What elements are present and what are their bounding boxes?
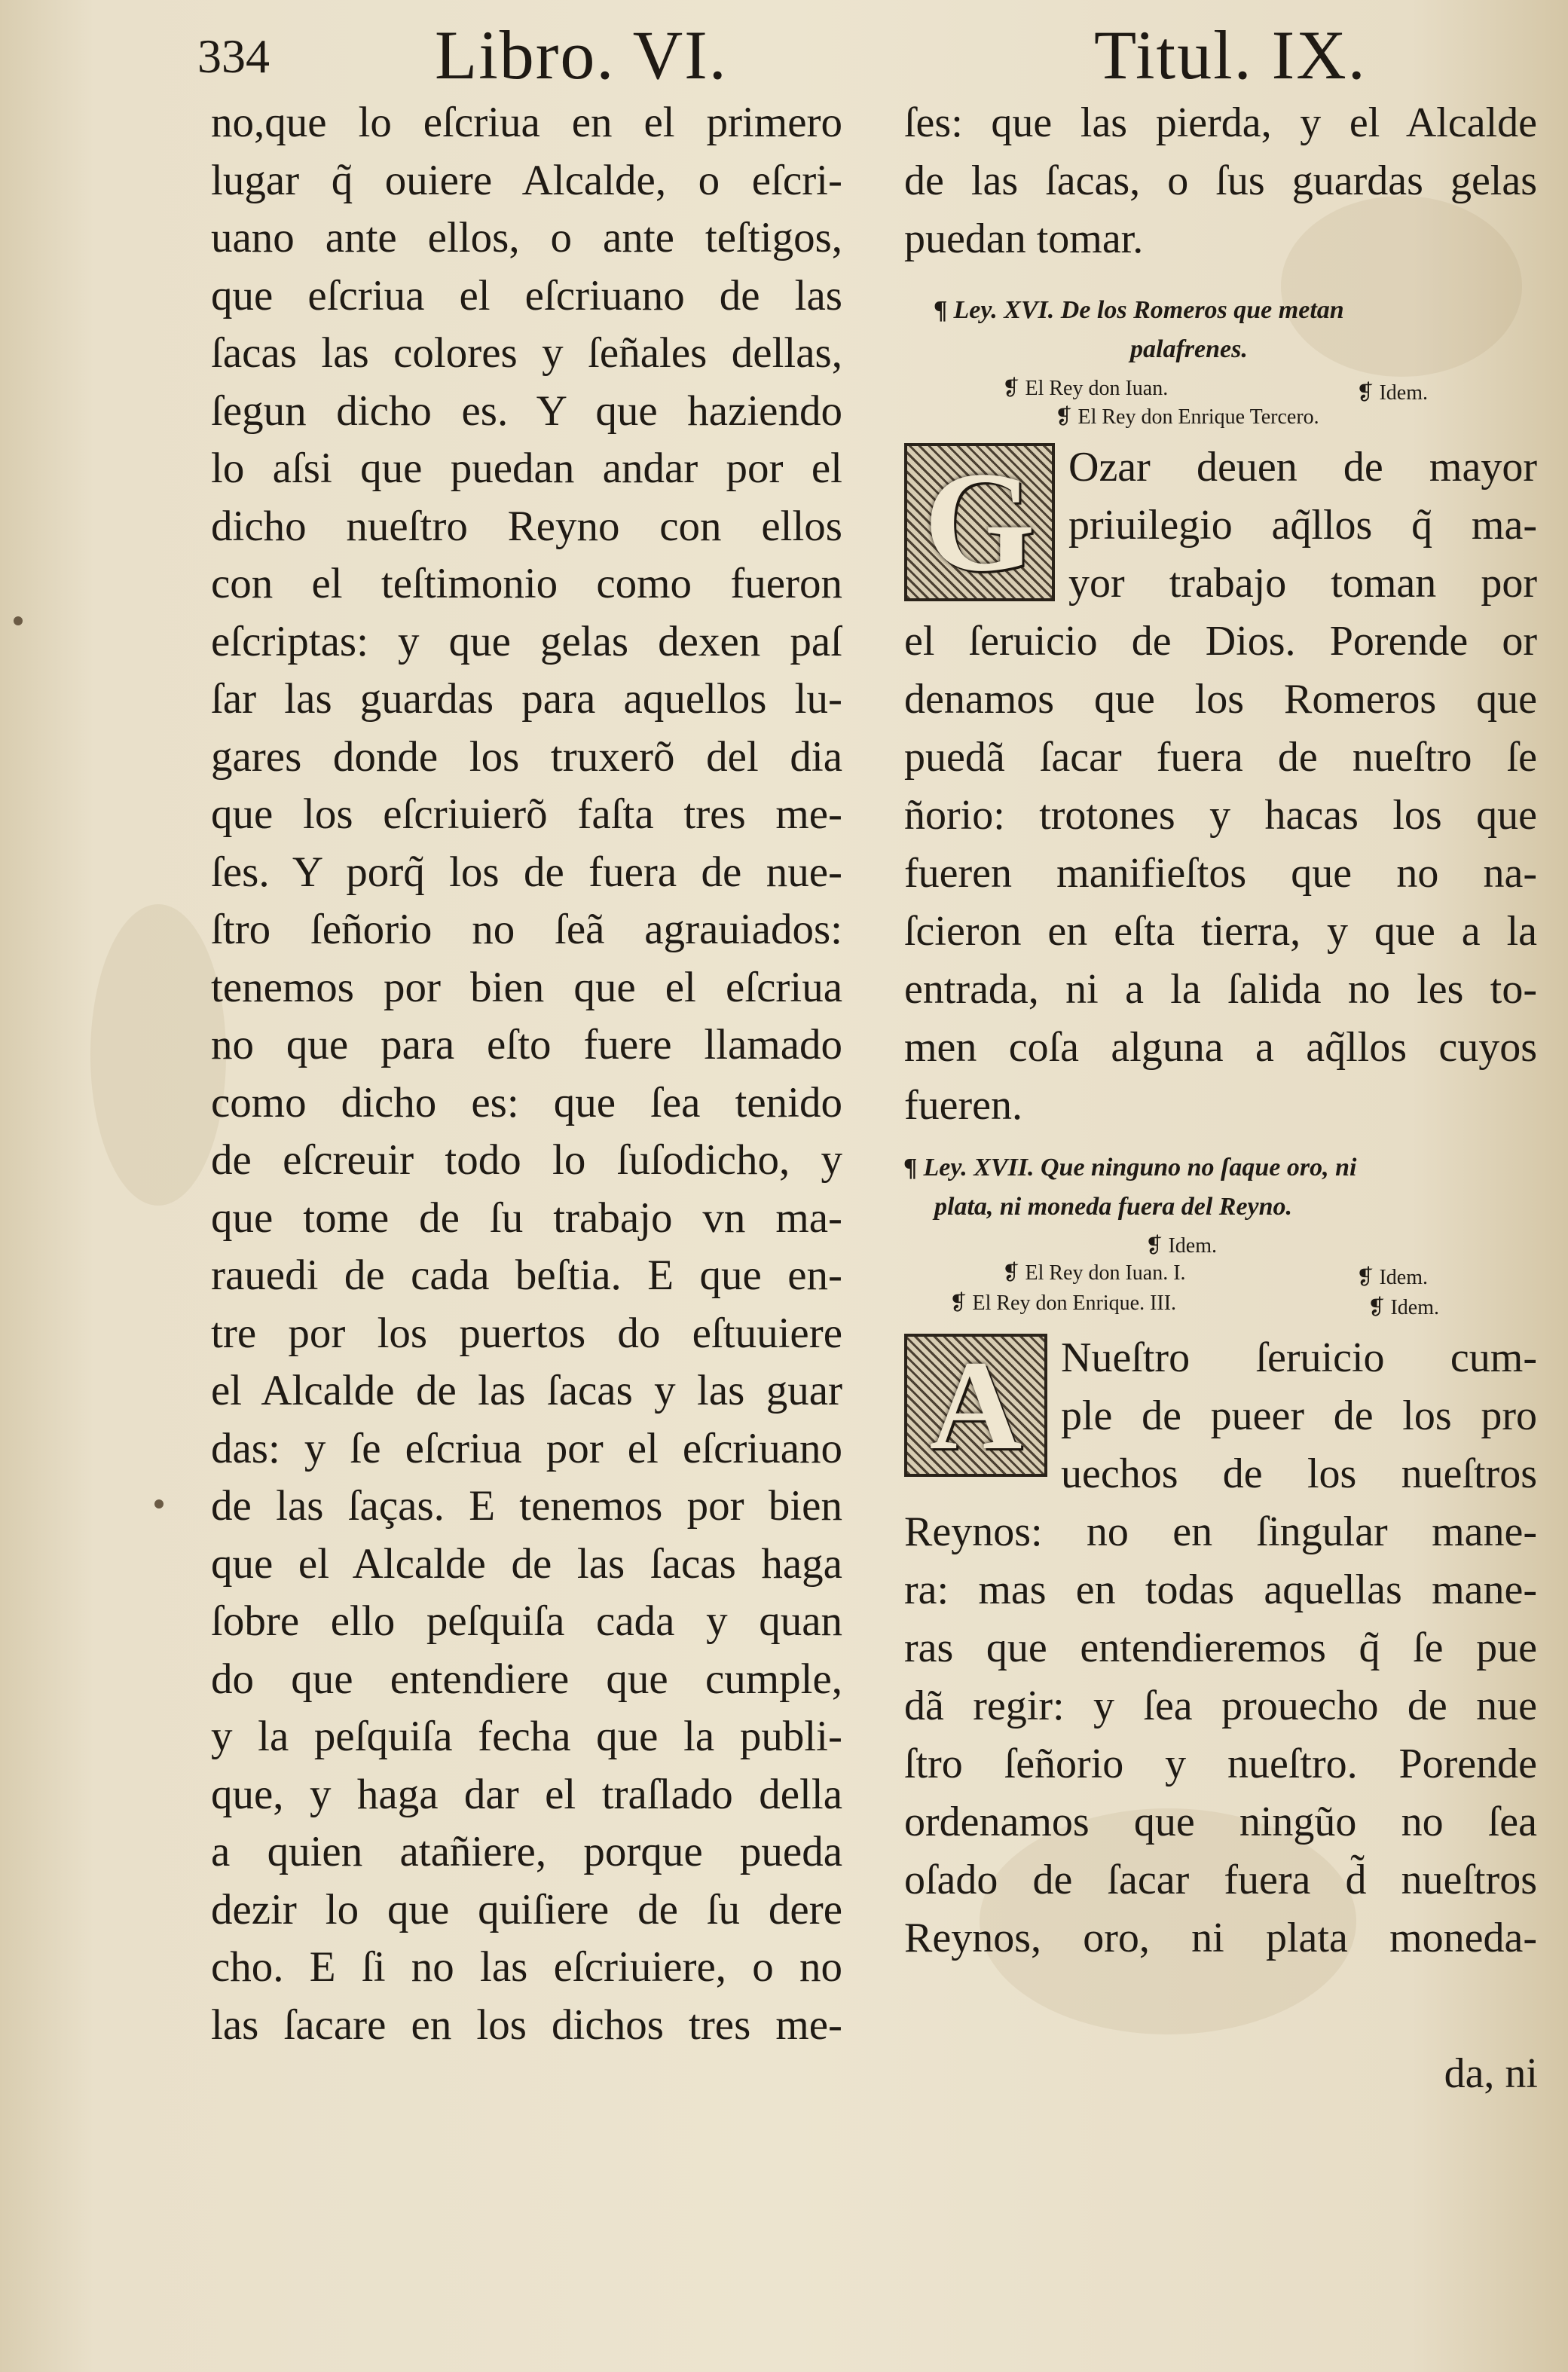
- law-heading-cont: palafrenes.: [1130, 335, 1248, 363]
- text-line: el ſeruicio de Dios. Porende or: [904, 618, 1537, 665]
- text-line: do que entendiere que cumple,: [211, 1655, 842, 1703]
- text-line: das: y ſe eſcriua por el eſcriuano: [211, 1424, 842, 1472]
- text-line: ñorio: trotones y hacas los que: [904, 792, 1537, 839]
- text-line: y la peſquiſa fecha que la publi-: [211, 1713, 842, 1760]
- text-line: eſcriptas: y que gelas dexen paſ: [211, 617, 842, 665]
- source-ref: ❡ El Rey don Enrique. III.: [949, 1291, 1177, 1315]
- text-line: tenemos por bien que el eſcriua: [211, 963, 842, 1011]
- drop-cap-letter: G: [924, 443, 1035, 601]
- text-line: el Alcalde de las ſacas y las guar: [211, 1367, 842, 1414]
- text-line: Reynos: no en ſingular mane-: [904, 1508, 1537, 1555]
- right-column: [904, 94, 1537, 1967]
- text-line: dã regir: y ſea prouecho de nue: [904, 1683, 1537, 1729]
- text-line: ſtro ſeñorio no ſeã agrauiados:: [211, 906, 842, 953]
- text-line: ſar las guardas para aquellos lu-: [211, 675, 842, 723]
- ink-speck: [154, 1499, 164, 1508]
- text-line: que eſcriua el eſcriuano de las: [211, 271, 842, 319]
- text-line: oſado de ſacar fuera d̃ nueſtros: [904, 1857, 1537, 1903]
- text-line: ſacas las colores y ſeñales dellas,: [211, 329, 842, 377]
- source-ref: ❡ Idem.: [1356, 1266, 1428, 1289]
- law-sources: [904, 369, 1537, 434]
- text-line: que los eſcriuierõ faſta tres me-: [211, 790, 842, 838]
- catchword: da, ni: [1444, 2050, 1538, 2097]
- text-line: lo aſsi que puedan andar por el: [211, 445, 842, 492]
- text-line: yor trabajo toman por: [1068, 560, 1537, 607]
- law-sources: [904, 1227, 1537, 1329]
- law-16: [904, 291, 1537, 1135]
- text-line: rauedi de cada beſtia. E que en-: [211, 1252, 842, 1299]
- text-line: ra: mas en todas aquellas mane-: [904, 1567, 1537, 1613]
- text-line: fueren manifieſtos que no na-: [904, 850, 1537, 897]
- text-line: Reynos, oro, ni plata moneda-: [904, 1915, 1537, 1961]
- text-line: ſegun dicho es. Y que haziendo: [211, 387, 842, 435]
- law-text: [904, 1329, 1537, 1503]
- text-line: priuilegio aq̃llos q̃ ma-: [1068, 502, 1537, 549]
- text-line: como dicho es: que ſea tenido: [211, 1078, 842, 1126]
- paper-stain: [90, 904, 226, 1206]
- text-line: puedan tomar.: [904, 215, 1144, 262]
- book-title: Libro. VI.: [435, 17, 728, 93]
- text-line: ſes. Y porq̃ los de fuera de nue-: [211, 848, 842, 896]
- drop-cap-g: [904, 443, 1055, 601]
- law-heading: ¶ Ley. XVII. Que ninguno no ſaque oro, ni: [904, 1154, 1357, 1181]
- source-ref: ❡ El Rey don Enrique Tercero.: [1055, 405, 1319, 429]
- text-line: uano ante ellos, o ante teſtigos,: [211, 214, 842, 261]
- text-line: Ozar deuen de mayor: [1068, 444, 1537, 491]
- running-header: [197, 14, 1433, 96]
- text-line: ſobre ello peſquiſa cada y quan: [211, 1597, 842, 1645]
- text-line: lugar q̃ ouiere Alcalde, o eſcri-: [211, 156, 842, 204]
- text-line: entrada, ni a la ſalida no les to-: [904, 966, 1537, 1013]
- left-column: [211, 94, 842, 2054]
- text-line: ſtro ſeñorio y nueſtro. Porende: [904, 1741, 1537, 1787]
- text-line: puedã ſacar fuera de nueſtro ſe: [904, 734, 1537, 781]
- text-line: gares donde los truxerõ del dia: [211, 732, 842, 781]
- text-line: que, y haga dar el traſlado della: [211, 1770, 842, 1818]
- text-line: ſes: que las pierda, y el Alcalde: [904, 99, 1537, 146]
- law-text: [904, 439, 1537, 613]
- text-line: denamos que los Romeros que: [904, 676, 1537, 723]
- text-line: Nueſtro ſeruicio cum-: [1061, 1334, 1537, 1381]
- drop-cap-a: [904, 1334, 1047, 1477]
- text-line: las ſacare en los dichos tres me-: [211, 2001, 842, 2049]
- text-line: que el Alcalde de las ſacas haga: [211, 1539, 842, 1588]
- text-line: tre por los puertos do eſtuuiere: [211, 1309, 842, 1357]
- folio-number: 334: [197, 29, 270, 83]
- source-ref: ❡ El Rey don Iuan. I.: [1002, 1261, 1186, 1285]
- text-line: dezir lo que quiſiere de ſu dere: [211, 1885, 842, 1933]
- text-line: ras que entendieremos q̃ ſe pue: [904, 1625, 1537, 1671]
- text-line: no que para eſto fuere llamado: [211, 1021, 842, 1068]
- source-ref: ❡ Idem.: [1145, 1234, 1217, 1258]
- source-ref: ❡ Idem.: [1356, 381, 1428, 405]
- text-line: uechos de los nueſtros: [1061, 1450, 1537, 1497]
- ink-speck: [14, 616, 23, 625]
- text-line: de las ſaças. E tenemos por bien: [211, 1482, 842, 1530]
- title-number: Titul. IX.: [1094, 17, 1367, 93]
- source-ref: ❡ El Rey don Iuan.: [1002, 377, 1169, 400]
- text-line: de eſcreuir todo lo ſuſodicho, y: [211, 1136, 842, 1184]
- text-line: no,que lo eſcriua en el primero: [211, 99, 842, 146]
- text-line: cho. E ſi no las eſcriuiere, o no: [211, 1943, 842, 1991]
- text-line: ple de pueer de los pro: [1061, 1392, 1537, 1439]
- text-line: ordenamos que ningũo no ſea: [904, 1799, 1537, 1845]
- text-line: men coſa alguna a aq̃llos cuyos: [904, 1024, 1537, 1071]
- text-line: ſcieron en eſta tierra, y que a la: [904, 908, 1537, 955]
- text-line: dicho nueſtro Reyno con ellos: [211, 502, 842, 550]
- text-line: de las ſacas, o ſus guardas gelas: [904, 157, 1537, 204]
- text-line: con el teſtimonio como fueron: [211, 560, 842, 607]
- text-line: fueren.: [904, 1082, 1023, 1129]
- law-17: [904, 1148, 1537, 1967]
- text-line: que tome de ſu trabajo vn ma-: [211, 1194, 842, 1242]
- source-ref: ❡ Idem.: [1368, 1296, 1439, 1319]
- text-line: a quien atañiere, porque pueda: [211, 1828, 842, 1875]
- law-heading: ¶ Ley. XVI. De los Romeros que metan: [934, 296, 1344, 324]
- drop-cap-letter: A: [929, 1334, 1022, 1476]
- law-heading-cont: plata, ni moneda fuera del Reyno.: [934, 1193, 1293, 1221]
